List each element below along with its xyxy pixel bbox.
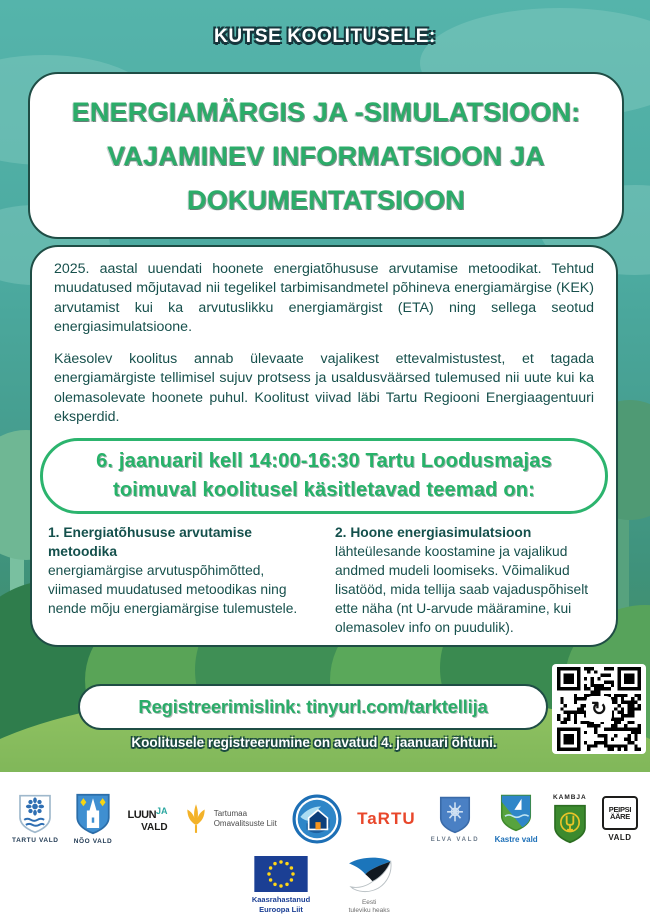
registration-link-label: Registreerimislink: tinyurl.com/tarktellija	[138, 696, 488, 717]
tartu-city-wordmark: TaRTU	[357, 809, 416, 828]
eu-caption-line: Kaasrahastanud	[251, 895, 311, 904]
logo-elva-vald	[431, 796, 480, 843]
funding-logo-row	[0, 856, 650, 916]
page-title-line: DOKUMENTATSIOON	[187, 184, 465, 215]
kastre-vald-shield-icon	[500, 794, 532, 832]
title-box	[28, 72, 624, 239]
logo-label: VALD	[608, 833, 632, 842]
session-topics-intro: toimuval koolitusel käsitletavad teemad on:	[112, 479, 536, 501]
estonia-funding-logo	[340, 856, 398, 916]
peipsiaare-wordmark-part: PEIPSI	[608, 804, 632, 814]
estonia-caption-line: Eesti	[361, 899, 377, 906]
topic-2-body: lähteülesande koostamine ja vajalikud andmed mudeli loomiseks. Võimalikud lisatööd, mida tellija saab vajaduspõhiselt ette näha (nt U-arvude määramine, kui olemasolev info on puudulik).	[335, 544, 589, 635]
eu-flag-icon	[254, 856, 308, 892]
logo-kastre-vald	[495, 794, 538, 844]
logo-noo-vald	[74, 793, 113, 845]
topic-1-heading: 1. Energiatõhususe arvutamise metoodika	[48, 525, 252, 559]
registration-link-pill[interactable]	[78, 684, 548, 730]
kambja-shield-icon	[553, 804, 587, 844]
footer-logos-band	[0, 772, 650, 919]
estonia-caption-line: tuleviku heaks	[348, 907, 390, 915]
topic-2	[335, 523, 606, 637]
luunja-wordmark-part: VALD	[141, 821, 168, 833]
luunja-wordmark-accent: JA	[156, 805, 168, 816]
topic-1-body: energiamärgise arvutuspõhimõtted, viimased muudatused metoodikas ning nende mõju energiamärgise tulemustele.	[48, 563, 298, 616]
logo-label: ELVA VALD	[430, 836, 480, 843]
page-title-line: VAJAMINEV INFORMATSIOON JA	[107, 140, 545, 171]
content-box	[30, 245, 618, 647]
tol-leaf-icon	[183, 802, 209, 836]
trea-badge-icon	[292, 794, 342, 844]
logo-label: TARTU VALD	[12, 837, 59, 844]
logo-label: KAMBJA	[552, 794, 587, 801]
logo-tartu-city	[357, 809, 416, 829]
logo-tartu-regiooni-energiaagentuur	[292, 794, 342, 844]
intro-paragraph-2: Käesolev koolitus annab ülevaate vajalikest ettevalmistustest, et tagada energiamärgiste tellimisel sujuv protsess ja usaldusväärsed tulemused nii uute kui ka olemasolevate hoonete puhul. Koolitust viivad läbi Tartu Regiooni Energiaagentuuri eksperdid.	[54, 351, 594, 425]
noo-vald-shield-icon	[75, 793, 111, 835]
elva-vald-shield-icon	[439, 796, 471, 834]
luunja-wordmark-part: LUUN	[127, 808, 157, 821]
intro-paragraph-1: 2025. aastal uuendati hoonete energiatõhususe arvutamise metoodikat. Tehtud muudatused mõjutavad nii tegelikel tarbimisandmetel põhineva energiamärgise (KEK) arvutamist kui ka arvutuslikku energiamärgist (ETA) ning sellega seotud energiasimulatsioone.	[54, 261, 594, 335]
partner-logo-row	[12, 782, 638, 856]
session-date-time: 6. jaanuaril kell 14:00-16:30 Tartu Loodusmajas	[96, 450, 552, 472]
logo-kambja-vald	[553, 794, 587, 844]
estonia-swallow-flag-icon	[340, 856, 398, 896]
logo-peipsiaare-vald	[602, 796, 638, 842]
topic-1	[48, 523, 319, 637]
logo-luunja-vald	[127, 806, 167, 833]
topic-2-heading: 2. Hoone energiasimulatsioon	[335, 525, 532, 540]
peipsiaare-monogram-icon	[602, 796, 638, 830]
session-info-pill	[40, 438, 608, 514]
registration-qr-code[interactable]	[552, 664, 646, 754]
poster-kicker: KUTSE KOOLITUSELE:	[214, 26, 436, 47]
logo-tartumaa-omavalitsuste-liit	[183, 802, 277, 836]
eu-caption-line: Euroopa Liit	[259, 904, 303, 914]
topics-columns	[48, 523, 606, 637]
tol-label-line: Omavalitsuste Liit	[213, 819, 277, 828]
logo-tartu-vald	[12, 794, 59, 844]
registration-deadline: Koolitusele registreerumine on avatud 4. jaanuari õhtuni.	[131, 735, 497, 750]
tol-label-line: Tartumaa	[213, 809, 248, 818]
peipsiaare-wordmark-part: ÄÄRE	[609, 812, 631, 821]
page-title-line: ENERGIAMÄRGIS JA -SIMULATSIOON:	[71, 96, 581, 127]
eu-funding-logo	[252, 856, 310, 915]
qr-center-arrow-icon: ↻	[586, 696, 612, 722]
logo-label: NÕO VALD	[73, 838, 113, 845]
logo-label: Kastre vald	[494, 835, 538, 844]
tartu-vald-shield-icon	[18, 794, 52, 834]
